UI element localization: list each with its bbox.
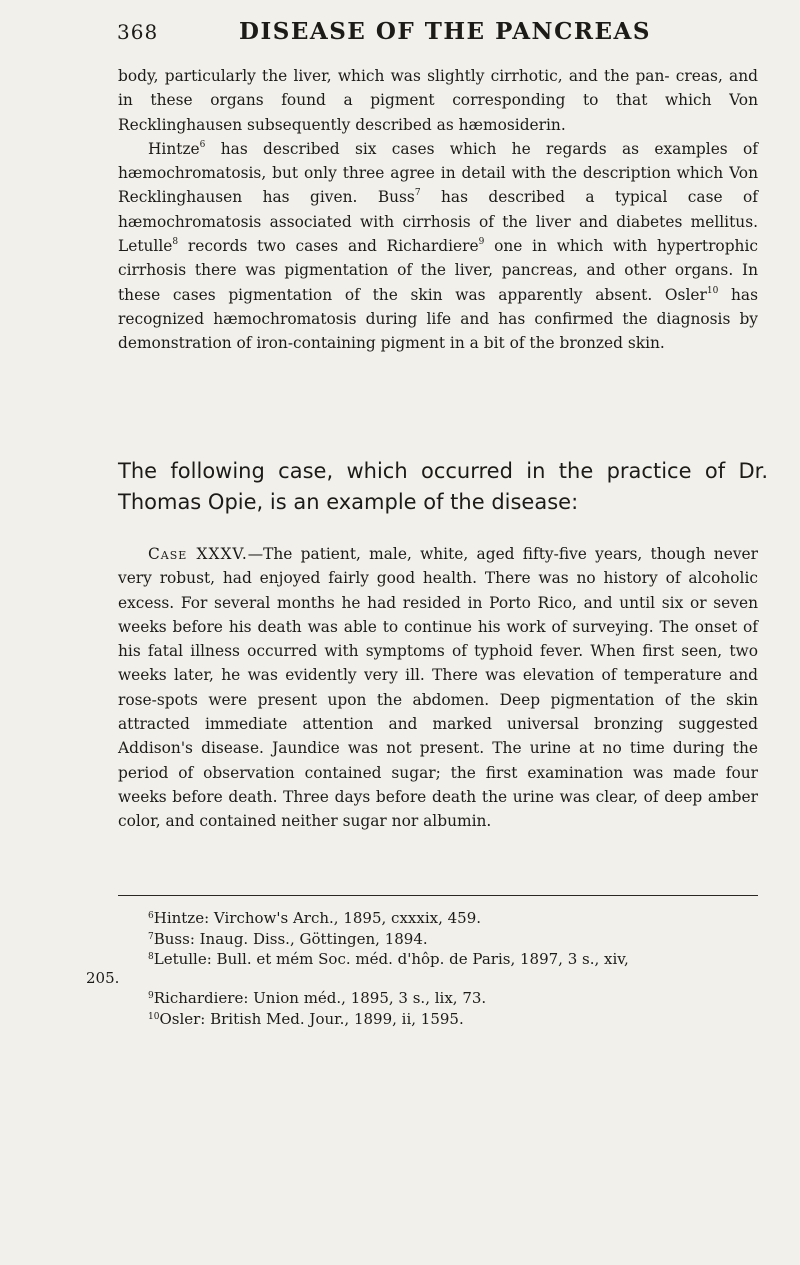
footnote-number: 8 <box>148 952 154 962</box>
body-text <box>118 64 758 356</box>
footnote-text: Buss: Inaug. Diss., Göttingen, 1894. <box>153 929 428 948</box>
footnote-7 <box>118 928 768 949</box>
case-label: Case XXXV. <box>148 545 248 563</box>
footnote-number: 10 <box>148 1011 160 1022</box>
footnote-8-continuation: 205. <box>86 968 120 987</box>
running-head: DISEASE OF THE PANCREAS <box>239 18 651 45</box>
case-paragraph <box>118 542 758 834</box>
text-run: has recognized hæmochromatosis during life and has confirmed the diagnosis by demonstration of iron-containing pigment in a bit of the bronzed skin. <box>118 285 758 353</box>
case-introduction-heading: The following case, which occurred in the practice of Dr. Thomas Opie, is an example of the disease: <box>118 459 768 514</box>
page-number: 368 <box>117 20 159 44</box>
page-header <box>0 18 800 52</box>
footnote-number: 7 <box>148 931 154 942</box>
text-run: one in which with hypertrophic cirrhosis there was pigmentation of the liver, pancreas, and other organs. In these cases pigmentation of the skin was apparently absent. Osler <box>118 237 759 304</box>
text-run: records two cases and Richardiere <box>178 237 479 256</box>
footnote-ref-9: 9 <box>478 237 485 248</box>
footnote-8 <box>118 948 768 969</box>
text-run: has described six cases which he regards as examples of hæmochromatosis, but only three agree in detail with the description which Von Recklinghausen has given. Buss <box>118 139 758 207</box>
footnotes <box>86 907 768 1028</box>
footnote-ref-7: 7 <box>414 188 421 199</box>
footnote-text: Richardiere: Union méd., 1895, 3 s., lix, 73. <box>153 989 487 1007</box>
footnote-ref-10: 10 <box>706 285 719 296</box>
footnote-10 <box>118 1008 768 1029</box>
footnote-9 <box>118 987 768 1008</box>
footnote-ref-8: 8 <box>172 237 179 248</box>
text-run: has described a typical case of hæmochromatosis associated with cirrhosis of the liver and diabetes mellitus. Letulle <box>118 188 758 256</box>
footnote-text: Osler: British Med. Jour., 1899, ii, 1595. <box>159 1009 464 1028</box>
footnote-divider <box>118 895 758 896</box>
footnote-number: 6 <box>148 911 154 921</box>
footnote-6 <box>118 907 768 928</box>
paragraph-continuation: body, particularly the liver, which was slightly cirrhotic, and the pan- creas, and in these organs found a pigment corresponding to that which Von Recklinghausen subsequently described as hæmosiderin. <box>118 67 758 134</box>
paragraph-hemochromatosis-cases <box>118 137 758 356</box>
footnote-ref-6: 6 <box>199 139 206 150</box>
footnote-text: Hintze: Virchow's Arch., 1895, cxxxix, 459. <box>153 909 482 927</box>
case-text: —The patient, male, white, aged fifty-five years, though never very robust, had enjoyed fairly good health. There was no history of alcoholic excess. For several months he had resided in Porto Rico, and until six or seven weeks before his death was able to continue his work of surveying. The onset of his fatal illness occurred with symptoms of typhoid fever. When first seen, two weeks later, he was evidently very ill. There was elevation of temperature and rose-spots were present upon the abdomen. Deep pigmentation of the skin attracted immediate attention and marked universal bronzing suggested Addison's disease. Jaundice was not present. The urine at no time during the period of observation contained sugar; the first examination was made four weeks before death. Three days before death the urine was clear, of deep amber color, and contained neither sugar nor albumin. <box>118 545 758 831</box>
footnote-number: 9 <box>148 991 154 1001</box>
text-run: Hintze <box>148 139 200 158</box>
case-report <box>118 542 758 834</box>
footnote-text: Letulle: Bull. et mém Soc. méd. d'hôp. de Paris, 1897, 3 s., xiv, <box>153 950 629 968</box>
